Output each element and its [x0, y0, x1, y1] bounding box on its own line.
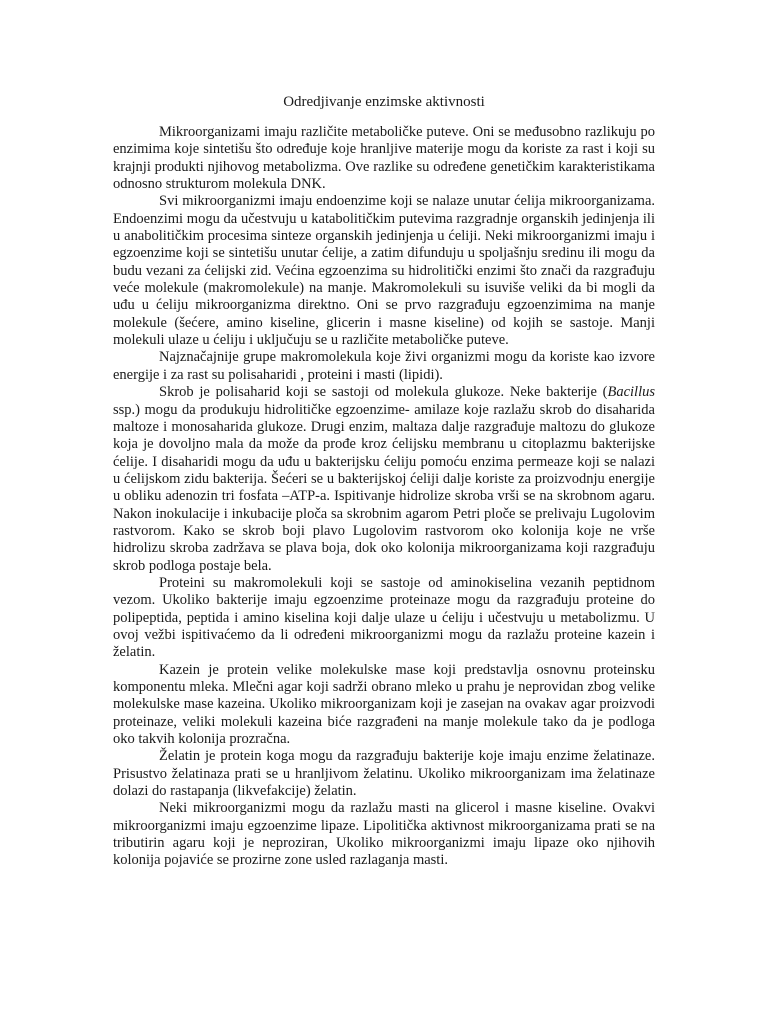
paragraph-metabolic-pathways: Mikroorganizami imaju različite metaboličke puteve. Oni se međusobno razlikuju po enzimima koje sintetišu što određuje koje hranljive materije mogu da koriste za rast i koji su krajnji produkti njihovog metabolizma. Ove razlike su određene genetičkim karakteristikama odnosno strukturom molekula DNK. [113, 124, 655, 193]
starch-text-rest: ssp.) mogu da produkuju hidrolitičke egzoenzime- amilaze koje razlažu skrob do disaharida maltoze i monosaharida glukoze. Drugi enzim, maltaza dalje razgrađuje maltozu do glukoze koja je dovoljno mala da može da prođe kroz ćelijsku membranu u citoplazmu bakterijske ćelije. I disaharidi mogu da uđu u bakterijsku ćeliju pomoću enzima permeaze koji se nalazi u ćelijskom zidu bakterija. Šećeri se u bakterijskoj ćeliji dalje koriste za proizvodnju energije u obliku adenozin tri fosfata –ATP-a. Ispitivanje hidrolize skroba vrši se na skrobnom agaru. Nakon inokulacije i inkubacije ploča sa skrobnim agarom Petri ploče se prelivaju Lugolovim rastvorom. Kako se skrob boji plavo Lugolovim rastvorom oko kolonija koje ne vrše hidrolizu skroba zadržava se plava boja, dok oko kolonija mikroorganizama koji razgrađuju skrob podloga postaje bela. [113, 401, 655, 574]
paragraph-casein: Kazein je protein velike molekulske mase koji predstavlja osnovnu proteinsku komponentu mleka. Mlečni agar koji sadrži obrano mleko u prahu je neprovidan zbog velike molekulske mase kazeina. Ukoliko mikroorganizam koji je zasejan na ovakav agar proizvodi proteinaze, veliki molekuli kazeina biće razgrađeni na manje molekule tako da je podloga oko takvih kolonija prozračna. [113, 661, 655, 748]
starch-text-intro: Skrob je polisaharid koji se sastoji od molekula glukoze. Neke bakterije ( [159, 384, 608, 401]
genus-name-italic: Bacillus [607, 384, 655, 401]
paragraph-lipids: Neki mikroorganizmi mogu da razlažu masti na glicerol i masne kiseline. Ovakvi mikroorganizmi imaju egzoenzime lipaze. Lipolitička aktivnost mikroorganizama prati se na tributirin agaru koji je neproziran, Ukoliko mikroorganizmi imaju lipaze oko njihovih kolonija pojaviće se prozirne zone usled razlaganja masti. [113, 800, 655, 869]
paragraph-endoenzymes-exoenzymes: Svi mikroorganizmi imaju endoenzime koji se nalaze unutar ćelija mikroorganizama. Endoenzimi mogu da učestvuju u katabolitičkim putevima razgradnje organskih jedinjenja ili u anabolitičkim procesima sinteze organskih jedinjenja u ćeliji. Neki mikroorganizmi imaju i egzoenzime koji se sintetišu unutar ćelije, a zatim difunduju u spoljašnju sredinu ili mogu da budu vezani za ćelijski zid. Većina egzoenzima su hidrolitički enzimi što znači da razgrađuju veće molekule (makromolekule) na manje. Makromolekuli su isuviše veliki da bi mogli da uđu u ćeliju mikroorganizma direktno. Oni se prvo razgrađuju egzoenzimima na manje molekule (šećere, amino kiseline, glicerin i masne kiseline) od kojih se sastoje. Manji molekuli ulaze u ćeliju i uključuju se u različite metaboličke puteve. [113, 193, 655, 349]
document-body [113, 124, 655, 870]
paragraph-gelatin: Želatin je protein koga mogu da razgrađuju bakterije koje imaju enzime želatinaze. Prisustvo želatinaza prati se u hranljivom želatinu. Ukoliko mikroorganizam ima želatinaze dolazi do rastapanja (likvefakcije) želatin. [113, 748, 655, 800]
paragraph-macromolecule-groups: Najznačajnije grupe makromolekula koje živi organizmi mogu da koriste kao izvore energije i za rast su polisaharidi , proteini i masti (lipidi). [113, 349, 655, 383]
paragraph-starch-hydrolysis [113, 384, 655, 575]
paragraph-proteins: Proteini su makromolekuli koji se sastoje od aminokiselina vezanih peptidnom vezom. Ukoliko bakterije imaju egzoenzime proteinaze mogu da razgrađuju proteine do polipeptida, peptida i amino kiselina koji dalje ulaze u ćeliju i učestvuju u metabolizmu. U ovoj vežbi ispitivaćemo da li određeni mikroorganizmi mogu da razlažu proteine kazein i želatin. [113, 574, 655, 661]
document-title: Odredjivanje enzimske aktivnosti [283, 94, 485, 110]
